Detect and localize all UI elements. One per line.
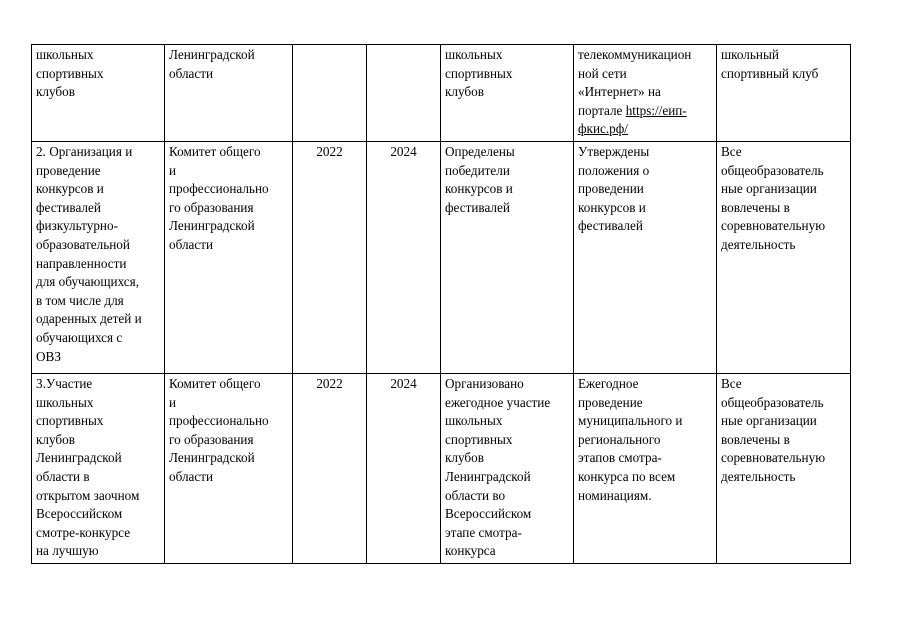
event-cell: школьных спортивных клубов <box>32 45 165 142</box>
start-year-cell: 2022 <box>293 374 367 564</box>
start-year-cell: 2022 <box>293 142 367 374</box>
result-cell: Определены победители конкурсов и фестивалей <box>441 142 574 374</box>
event-cell: 3.Участие школьных спортивных клубов Ленинградской области в открытом заочном Всероссийском смотре-конкурсе на лучшую <box>32 374 165 564</box>
table-row <box>32 45 851 142</box>
table-row <box>32 374 851 564</box>
document-text: телекоммуникацион ной сети «Интернет» на портале <box>578 47 692 118</box>
indicator-cell: Все общеобразователь ные организации вовлечены в соревновательную деятельность <box>717 374 851 564</box>
document-cell: Ежегодное проведение муниципального и регионального этапов смотра- конкурса по всем номинациям. <box>574 374 717 564</box>
indicator-cell: школьный спортивный клуб <box>717 45 851 142</box>
result-cell: Организовано ежегодное участие школьных спортивных клубов Ленинградской области во Всероссийском этапе смотра- конкурса <box>441 374 574 564</box>
document-cell <box>574 45 717 142</box>
executor-cell: Комитет общего и профессионально го образования Ленинградской области <box>165 374 293 564</box>
plan-table <box>31 44 851 564</box>
document-cell: Утверждены положения о проведении конкурсов и фестивалей <box>574 142 717 374</box>
table-row <box>32 142 851 374</box>
result-cell: школьных спортивных клубов <box>441 45 574 142</box>
indicator-cell: Все общеобразователь ные организации вовлечены в соревновательную деятельность <box>717 142 851 374</box>
executor-cell: Комитет общего и профессионально го образования Ленинградской области <box>165 142 293 374</box>
portal-link[interactable]: https://еип- фкис.рф/ <box>578 102 687 137</box>
event-cell: 2. Организация и проведение конкурсов и фестивалей физкультурно- образовательной направленности для обучающихся, в том числе для одаренных детей и обучающихся с ОВЗ <box>32 142 165 374</box>
executor-cell: Ленинградской области <box>165 45 293 142</box>
start-year-cell <box>293 45 367 142</box>
end-year-cell: 2024 <box>367 374 441 564</box>
end-year-cell: 2024 <box>367 142 441 374</box>
end-year-cell <box>367 45 441 142</box>
